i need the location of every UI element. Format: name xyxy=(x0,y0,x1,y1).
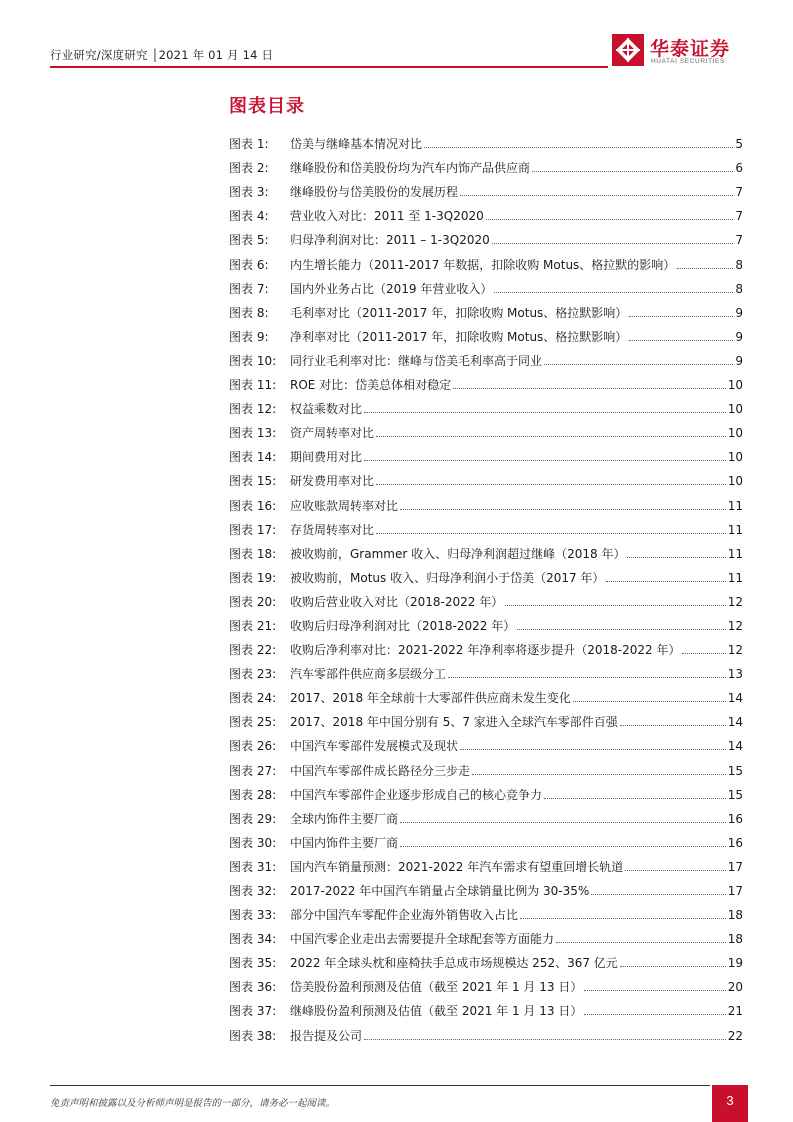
toc-entry-label: 图表 11: xyxy=(229,378,277,393)
toc-entry[interactable] xyxy=(229,682,743,706)
toc-entry-label: 图表 16: xyxy=(229,498,277,513)
huatai-logo xyxy=(612,32,752,72)
toc-entry-page: 12 xyxy=(727,594,743,609)
toc-leader-dots xyxy=(682,653,725,654)
toc-leader-dots xyxy=(584,990,725,991)
toc-entry-page: 8 xyxy=(735,257,743,272)
toc-entry[interactable] xyxy=(229,345,743,369)
toc-leader-dots xyxy=(517,629,725,630)
toc-entry-page: 10 xyxy=(727,426,743,441)
toc-entry-page: 15 xyxy=(727,787,743,802)
toc-entry-text: 2017、2018 年中国分别有 5、7 家进入全球汽车零部件百强 xyxy=(290,715,618,730)
toc-entry-page: 12 xyxy=(727,643,743,658)
toc-entry-page: 8 xyxy=(735,281,743,296)
toc-entry-page: 9 xyxy=(735,353,743,368)
toc-entry-text: 中国汽零企业走出去需要提升全球配套等方面能力 xyxy=(290,932,555,947)
toc-entry[interactable] xyxy=(229,514,743,538)
toc-entry-text: 被收购前，Grammer 收入、归母净利润超过继峰（2018 年） xyxy=(290,546,626,561)
toc-leader-dots xyxy=(400,846,726,847)
toc-entry-label: 图表 8: xyxy=(229,305,269,320)
toc-entry-label: 图表 36: xyxy=(229,980,277,995)
toc-entry-label: 图表 17: xyxy=(229,522,277,537)
toc-entry-page: 10 xyxy=(727,402,743,417)
toc-list xyxy=(229,128,743,1044)
toc-entry-text: 2022 年全球头枕和座椅扶手总成市场规模达 252、367 亿元 xyxy=(290,956,618,971)
toc-leader-dots xyxy=(556,942,726,943)
toc-leader-dots xyxy=(492,243,734,244)
toc-entry-text: 收购后净利率对比：2021-2022 年净利率将逐步提升（2018-2022 年） xyxy=(290,643,681,658)
toc-entry[interactable] xyxy=(229,562,743,586)
toc-entry-label: 图表 37: xyxy=(229,1004,277,1019)
toc-entry-text: 毛利率对比（2011-2017 年，扣除收购 Motus、格拉默影响） xyxy=(290,305,628,320)
toc-entry-label: 图表 30: xyxy=(229,835,277,850)
toc-entry-page: 14 xyxy=(727,715,743,730)
toc-entry-text: 2017、2018 年全球前十大零部件供应商未发生变化 xyxy=(290,691,571,706)
toc-entry-text: 中国内饰件主要厂商 xyxy=(290,835,399,850)
toc-entry[interactable] xyxy=(229,827,743,851)
toc-leader-dots xyxy=(472,774,726,775)
toc-leader-dots xyxy=(486,219,734,220)
toc-leader-dots xyxy=(627,557,725,558)
toc-entry-page: 20 xyxy=(727,980,743,995)
toc-entry[interactable] xyxy=(229,899,743,923)
toc-entry[interactable] xyxy=(229,224,743,248)
toc-entry[interactable] xyxy=(229,248,743,272)
toc-entry-text: 内生增长能力（2011-2017 年数据，扣除收购 Motus、格拉默的影响） xyxy=(290,257,676,272)
toc-entry-page: 11 xyxy=(727,570,743,585)
toc-entry-text: 岱美股份盈利预测及估值（截至 2021 年 1 月 13 日） xyxy=(290,980,583,995)
toc-entry-page: 19 xyxy=(727,956,743,971)
toc-entry[interactable] xyxy=(229,321,743,345)
toc-entry-page: 10 xyxy=(727,474,743,489)
toc-entry-page: 15 xyxy=(727,763,743,778)
toc-entry-label: 图表 18: xyxy=(229,546,277,561)
toc-entry[interactable] xyxy=(229,176,743,200)
toc-entry-page: 16 xyxy=(727,811,743,826)
toc-entry-label: 图表 22: xyxy=(229,643,277,658)
toc-entry[interactable] xyxy=(229,730,743,754)
toc-entry-page: 22 xyxy=(727,1028,743,1043)
toc-leader-dots xyxy=(376,436,726,437)
toc-leader-dots xyxy=(520,918,726,919)
toc-entry-page: 16 xyxy=(727,835,743,850)
toc-entry-label: 图表 38: xyxy=(229,1028,277,1043)
toc-entry-label: 图表 5: xyxy=(229,233,269,248)
toc-leader-dots xyxy=(629,316,733,317)
toc-leader-dots xyxy=(453,388,726,389)
toc-leader-dots xyxy=(544,364,733,365)
toc-entry-text: 继峰股份与岱美股份的发展历程 xyxy=(290,185,459,200)
toc-entry-page: 14 xyxy=(727,691,743,706)
toc-leader-dots xyxy=(364,1039,726,1040)
toc-entry-page: 14 xyxy=(727,739,743,754)
toc-entry-text: 收购后营业收入对比（2018-2022 年） xyxy=(290,594,504,609)
toc-leader-dots xyxy=(606,581,725,582)
toc-entry-page: 10 xyxy=(727,450,743,465)
toc-entry-text: 应收账款周转率对比 xyxy=(290,498,399,513)
toc-entry-page: 5 xyxy=(735,137,743,152)
toc-entry[interactable] xyxy=(229,1019,743,1043)
toc-entry[interactable] xyxy=(229,441,743,465)
toc-leader-dots xyxy=(532,171,733,172)
toc-entry-text: 国内汽车销量预测：2021-2022 年汽车需求有望重回增长轨道 xyxy=(290,859,624,874)
toc-leader-dots xyxy=(620,966,726,967)
toc-entry-label: 图表 25: xyxy=(229,715,277,730)
toc-entry-text: 部分中国汽车零配件企业海外销售收入占比 xyxy=(290,908,519,923)
toc-leader-dots xyxy=(364,460,726,461)
toc-entry-label: 图表 31: xyxy=(229,859,277,874)
toc-entry-text: 同行业毛利率对比：继峰与岱美毛利率高于同业 xyxy=(290,353,543,368)
toc-entry[interactable] xyxy=(229,851,743,875)
toc-entry-page: 12 xyxy=(727,618,743,633)
toc-entry-label: 图表 10: xyxy=(229,353,277,368)
header-divider xyxy=(50,66,608,68)
toc-leader-dots xyxy=(460,749,726,750)
toc-entry-label: 图表 6: xyxy=(229,257,269,272)
toc-leader-dots xyxy=(460,195,733,196)
toc-leader-dots xyxy=(677,268,733,269)
toc-entry-label: 图表 23: xyxy=(229,667,277,682)
toc-entry[interactable] xyxy=(229,923,743,947)
toc-entry-text: 岱美与继峰基本情况对比 xyxy=(290,137,423,152)
toc-entry-text: 存货周转率对比 xyxy=(290,522,375,537)
toc-entry[interactable] xyxy=(229,489,743,513)
toc-leader-dots xyxy=(584,1014,725,1015)
toc-entry[interactable] xyxy=(229,803,743,827)
toc-entry-label: 图表 2: xyxy=(229,161,269,176)
toc-entry-text: 净利率对比（2011-2017 年，扣除收购 Motus、格拉默影响） xyxy=(290,329,628,344)
toc-entry-text: 中国汽车零部件成长路径分三步走 xyxy=(290,763,471,778)
toc-entry-text: 继峰股份盈利预测及估值（截至 2021 年 1 月 13 日） xyxy=(290,1004,583,1019)
toc-entry[interactable] xyxy=(229,634,743,658)
toc-entry-text: 国内外业务占比（2019 年营业收入） xyxy=(290,281,493,296)
toc-entry-label: 图表 14: xyxy=(229,450,277,465)
toc-entry[interactable] xyxy=(229,152,743,176)
toc-entry[interactable] xyxy=(229,538,743,562)
toc-entry-label: 图表 4: xyxy=(229,209,269,224)
toc-entry-page: 10 xyxy=(727,378,743,393)
toc-entry[interactable] xyxy=(229,200,743,224)
toc-entry[interactable] xyxy=(229,610,743,634)
toc-entry-page: 18 xyxy=(727,908,743,923)
header-breadcrumb: 行业研究/深度研究 │2021 年 01 月 14 日 xyxy=(50,48,274,62)
toc-entry-text: 收购后归母净利润对比（2018-2022 年） xyxy=(290,618,516,633)
toc-leader-dots xyxy=(620,725,726,726)
toc-entry-text: ROE 对比：岱美总体相对稳定 xyxy=(290,378,452,393)
toc-entry-label: 图表 33: xyxy=(229,908,277,923)
toc-entry-page: 9 xyxy=(735,305,743,320)
toc-entry-text: 中国汽车零部件发展模式及现状 xyxy=(290,739,459,754)
toc-entry-page: 7 xyxy=(735,233,743,248)
toc-entry[interactable] xyxy=(229,128,743,152)
toc-entry-label: 图表 26: xyxy=(229,739,277,754)
toc-entry[interactable] xyxy=(229,947,743,971)
toc-entry-page: 18 xyxy=(727,932,743,947)
toc-title: 图表目录 xyxy=(229,96,305,117)
toc-entry[interactable] xyxy=(229,971,743,995)
toc-entry-text: 权益乘数对比 xyxy=(290,402,363,417)
footer-divider xyxy=(50,1085,710,1086)
toc-leader-dots xyxy=(364,412,726,413)
toc-entry[interactable] xyxy=(229,995,743,1019)
toc-entry-label: 图表 1: xyxy=(229,137,269,152)
toc-leader-dots xyxy=(400,822,726,823)
logo-en-text: HUATAI SECURITIES xyxy=(651,58,725,65)
logo-cn-text: 华泰证券 xyxy=(650,38,731,60)
toc-leader-dots xyxy=(376,533,726,534)
toc-entry-text: 全球内饰件主要厂商 xyxy=(290,811,399,826)
toc-entry-page: 7 xyxy=(735,185,743,200)
page-number: 3 xyxy=(726,1093,734,1108)
toc-entry-text: 2017-2022 年中国汽车销量占全球销量比例为 30-35% xyxy=(290,884,590,898)
toc-entry-page: 6 xyxy=(735,161,743,176)
toc-entry-label: 图表 35: xyxy=(229,956,277,971)
huatai-logo-icon xyxy=(612,34,644,66)
toc-leader-dots xyxy=(424,147,733,148)
toc-entry-page: 11 xyxy=(727,498,743,513)
toc-entry-label: 图表 13: xyxy=(229,426,277,441)
toc-leader-dots xyxy=(591,894,725,895)
toc-leader-dots xyxy=(448,677,726,678)
toc-entry-page: 11 xyxy=(727,546,743,561)
footer-disclaimer: 免责声明和披露以及分析师声明是报告的一部分，请务必一起阅读。 xyxy=(50,1098,336,1109)
toc-entry-label: 图表 9: xyxy=(229,329,269,344)
toc-leader-dots xyxy=(573,701,726,702)
toc-entry[interactable] xyxy=(229,586,743,610)
toc-entry-page: 13 xyxy=(727,667,743,682)
toc-entry[interactable] xyxy=(229,875,743,899)
toc-entry-page: 11 xyxy=(727,522,743,537)
toc-entry-page: 17 xyxy=(727,859,743,874)
toc-entry-page: 9 xyxy=(735,329,743,344)
toc-entry[interactable] xyxy=(229,754,743,778)
toc-leader-dots xyxy=(400,509,726,510)
toc-entry-label: 图表 3: xyxy=(229,185,269,200)
toc-entry[interactable] xyxy=(229,658,743,682)
toc-leader-dots xyxy=(376,484,726,485)
toc-entry-label: 图表 20: xyxy=(229,594,277,609)
toc-entry-label: 图表 15: xyxy=(229,474,277,489)
toc-entry-page: 17 xyxy=(727,884,743,898)
toc-entry-label: 图表 32: xyxy=(229,884,277,898)
toc-entry-label: 图表 7: xyxy=(229,281,269,296)
toc-entry-text: 继峰股份和岱美股份均为汽车内饰产品供应商 xyxy=(290,161,531,176)
toc-entry-label: 图表 27: xyxy=(229,763,277,778)
toc-entry-text: 期间费用对比 xyxy=(290,450,363,465)
toc-entry-label: 图表 21: xyxy=(229,618,277,633)
toc-entry-label: 图表 12: xyxy=(229,402,277,417)
toc-entry-label: 图表 19: xyxy=(229,570,277,585)
toc-entry-label: 图表 24: xyxy=(229,691,277,706)
toc-entry[interactable] xyxy=(229,393,743,417)
toc-entry-text: 资产周转率对比 xyxy=(290,426,375,441)
toc-entry-text: 营业收入对比：2011 至 1-3Q2020 xyxy=(290,209,484,224)
toc-entry-text: 研发费用率对比 xyxy=(290,474,375,489)
toc-entry[interactable] xyxy=(229,779,743,803)
toc-entry-text: 中国汽车零部件企业逐步形成自己的核心竞争力 xyxy=(290,787,543,802)
toc-entry[interactable] xyxy=(229,273,743,297)
toc-entry-label: 图表 28: xyxy=(229,787,277,802)
toc-entry-text: 汽车零部件供应商多层级分工 xyxy=(290,667,447,682)
toc-leader-dots xyxy=(494,292,733,293)
toc-entry-label: 图表 34: xyxy=(229,932,277,947)
toc-entry-text: 被收购前，Motus 收入、归母净利润小于岱美（2017 年） xyxy=(290,570,605,585)
toc-entry-text: 报告提及公司 xyxy=(290,1028,363,1043)
toc-entry[interactable] xyxy=(229,465,743,489)
toc-entry-label: 图表 29: xyxy=(229,811,277,826)
toc-entry[interactable] xyxy=(229,297,743,321)
toc-leader-dots xyxy=(625,870,725,871)
toc-leader-dots xyxy=(505,605,725,606)
toc-entry-page: 7 xyxy=(735,209,743,224)
toc-entry[interactable] xyxy=(229,417,743,441)
toc-entry[interactable] xyxy=(229,369,743,393)
toc-leader-dots xyxy=(544,798,726,799)
toc-entry[interactable] xyxy=(229,706,743,730)
toc-entry-text: 归母净利润对比：2011 – 1-3Q2020 xyxy=(290,233,490,248)
toc-leader-dots xyxy=(629,340,733,341)
toc-entry-page: 21 xyxy=(727,1004,743,1019)
